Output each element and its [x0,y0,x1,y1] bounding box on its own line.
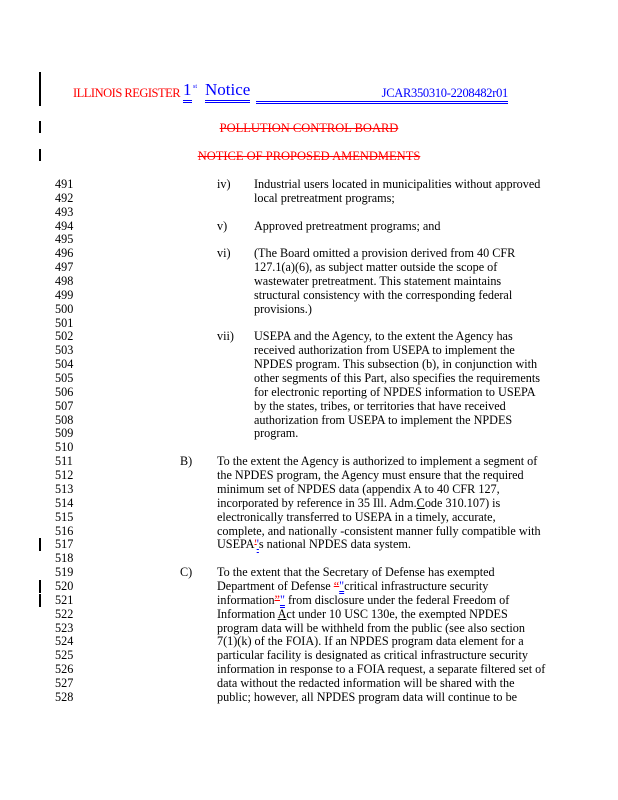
line-text: public; however, all NPDES program data will continue to be [217,689,518,704]
text-segment: critical infrastructure security [344,578,489,593]
line-number: 506 [55,384,74,399]
line-text: received authorization from USEPA to implement the [254,343,515,358]
line-text: program. [254,426,299,441]
line-number: 497 [55,260,74,275]
line-text: wastewater pretreatment. This statement maintains [254,274,502,289]
line-501 [0,316,618,330]
line-506 [0,385,618,399]
line-text: other segments of this Part, also specifies the requirements [254,371,540,386]
line-text: To the extent that the Secretary of Defense has exempted [217,565,495,580]
line-text [217,579,488,594]
line-text: local pretreatment programs; [254,190,395,205]
line-number: 493 [55,204,74,219]
line-509 [0,426,618,440]
line-number: 524 [55,634,74,649]
line-text: To the extent the Agency is authorized to implement a segment of [217,454,538,469]
line-number: 508 [55,412,74,427]
line-498 [0,274,618,288]
line-number: 505 [55,371,74,386]
line-516 [0,524,618,538]
line-492 [0,191,618,205]
line-text: structural consistency with the corresponding federal [254,287,513,302]
line-523 [0,621,618,635]
running-header [73,80,508,104]
notice-subtitle: NOTICE OF PROPOSED AMENDMENTS [197,149,421,163]
line-text: NPDES program. This subsection (b), in conjunction with [254,357,538,372]
line-number: 510 [55,440,74,455]
line-number: 527 [55,675,74,690]
line-number: 525 [55,648,74,663]
line-text: particular facility is designated as critical infrastructure security [217,648,528,663]
agency-name: POLLUTION CONTROL BOARD [219,121,399,135]
line-text: (The Board omitted a provision derived from 40 CFR [254,246,516,261]
item-label: v) [217,218,228,233]
line-number: 523 [55,620,74,635]
register-number: 1 [183,80,192,103]
line-number: 526 [55,662,74,677]
line-513 [0,482,618,496]
line-text: the NPDES program, the Agency must ensure that the required [217,468,524,483]
line-number: 504 [55,357,74,372]
line-text: complete, and nationally -consistent manner fully compatible with [217,523,541,538]
register-title: ILLINOIS REGISTER [73,86,181,100]
line-number: 502 [55,329,74,344]
line-number: 501 [55,315,74,330]
line-511 [0,454,618,468]
line-text: Industrial users located in municipalities without approved [254,177,541,191]
line-text: data without the redacted information will be shared with the [217,675,515,690]
line-number: 528 [55,689,74,704]
line-number: 516 [55,523,74,538]
line-text: minimum set of NPDES data (appendix A to 40 CFR 127, [217,481,500,496]
line-text: provisions.) [254,301,312,316]
line-number: 491 [55,177,74,191]
item-label: iv) [217,177,231,191]
line-527 [0,676,618,690]
inserted-text: " [339,578,345,593]
text-segment: from disclosure under the federal Freedom of [284,592,510,607]
line-524 [0,634,618,648]
line-text: by the states, tribes, or territories that have received [254,398,506,413]
line-text: authorization from USEPA to implement the NPDES [254,412,513,427]
line-496 [0,246,618,260]
deleted-text: ” [274,592,280,607]
line-text: Approved pretreatment programs; and [254,218,441,233]
line-number: 495 [55,232,74,247]
line-text: information in response to a FOIA request, a separate filtered set of [217,662,546,677]
line-number: 507 [55,398,74,413]
notice-label: Notice [205,80,250,103]
line-502 [0,329,618,343]
line-number: 492 [55,190,74,205]
line-number: 522 [55,606,74,621]
line-508 [0,413,618,427]
line-521 [0,593,618,607]
item-label: vii) [217,329,234,344]
line-491 [0,177,618,191]
text-segment: USEPA [217,537,255,552]
change-bar [39,72,41,106]
line-number: 513 [55,481,74,496]
line-507 [0,399,618,413]
text-segment: ct under 10 USC 130e, the exempted NPDES [286,606,508,621]
line-number: 519 [55,565,74,580]
line-504 [0,357,618,371]
line-522 [0,607,618,621]
text-segment: information [217,592,275,607]
line-503 [0,343,618,357]
line-text: for electronic reporting of NPDES information to USEPA [254,384,536,399]
line-505 [0,371,618,385]
text-segment: A [277,606,287,621]
item-label: B) [180,454,193,469]
item-label: vi) [217,246,231,261]
line-number: 511 [55,454,73,469]
line-number: 498 [55,274,74,289]
line-514 [0,496,618,510]
line-517 [0,537,618,551]
line-number: 521 [55,592,74,607]
deleted-text: ' [254,537,257,552]
line-number: 515 [55,509,74,524]
line-text [217,607,508,622]
item-label: C) [180,565,193,580]
line-number: 520 [55,578,74,593]
line-number: 499 [55,287,74,302]
line-text [217,496,500,511]
document-id: JCAR350310-2208482r01 [256,86,508,104]
line-518 [0,551,618,565]
line-text: 7(1)(k) of the FOIA). If an NPDES program data element for a [217,634,524,649]
line-528 [0,690,618,704]
text-segment: C [416,495,425,510]
line-text: electronically transferred to USEPA in a timely, accurate, [217,509,496,524]
line-number: 509 [55,426,74,441]
line-number: 512 [55,468,74,483]
line-512 [0,468,618,482]
register-superscript: st [193,84,198,90]
line-number: 517 [55,537,74,552]
line-text: USEPA and the Agency, to the extent the Agency has [254,329,513,344]
line-number: 500 [55,301,74,316]
line-519 [0,565,618,579]
line-number: 514 [55,495,74,510]
line-number: 503 [55,343,74,358]
line-500 [0,302,618,316]
change-bar [39,594,41,607]
line-number: 518 [55,551,74,566]
line-510 [0,440,618,454]
line-number: 496 [55,246,74,261]
line-520 [0,579,618,593]
text-segment: Information [217,606,278,621]
inserted-text: ' [256,537,259,552]
line-515 [0,510,618,524]
text-segment: incorporated by reference in 35 Ill. Adm. [217,495,417,510]
deleted-text: “ [333,578,340,593]
line-number: 494 [55,218,74,233]
line-text: program data will be withheld from the public (see also section [217,620,525,635]
line-text: 127.1(a)(6), as subject matter outside the scope of [254,260,498,275]
change-bar [39,538,41,551]
line-text [217,537,411,552]
text-segment: s national NPDES data system. [258,537,411,552]
line-495 [0,232,618,246]
line-526 [0,662,618,676]
line-493 [0,205,618,219]
text-segment: ode 310.107) is [424,495,501,510]
text-segment: Department of Defense [217,578,334,593]
inserted-text: " [279,592,285,607]
line-525 [0,648,618,662]
line-497 [0,260,618,274]
change-bar [39,580,41,593]
line-text [217,593,509,608]
line-494 [0,219,618,233]
line-499 [0,288,618,302]
